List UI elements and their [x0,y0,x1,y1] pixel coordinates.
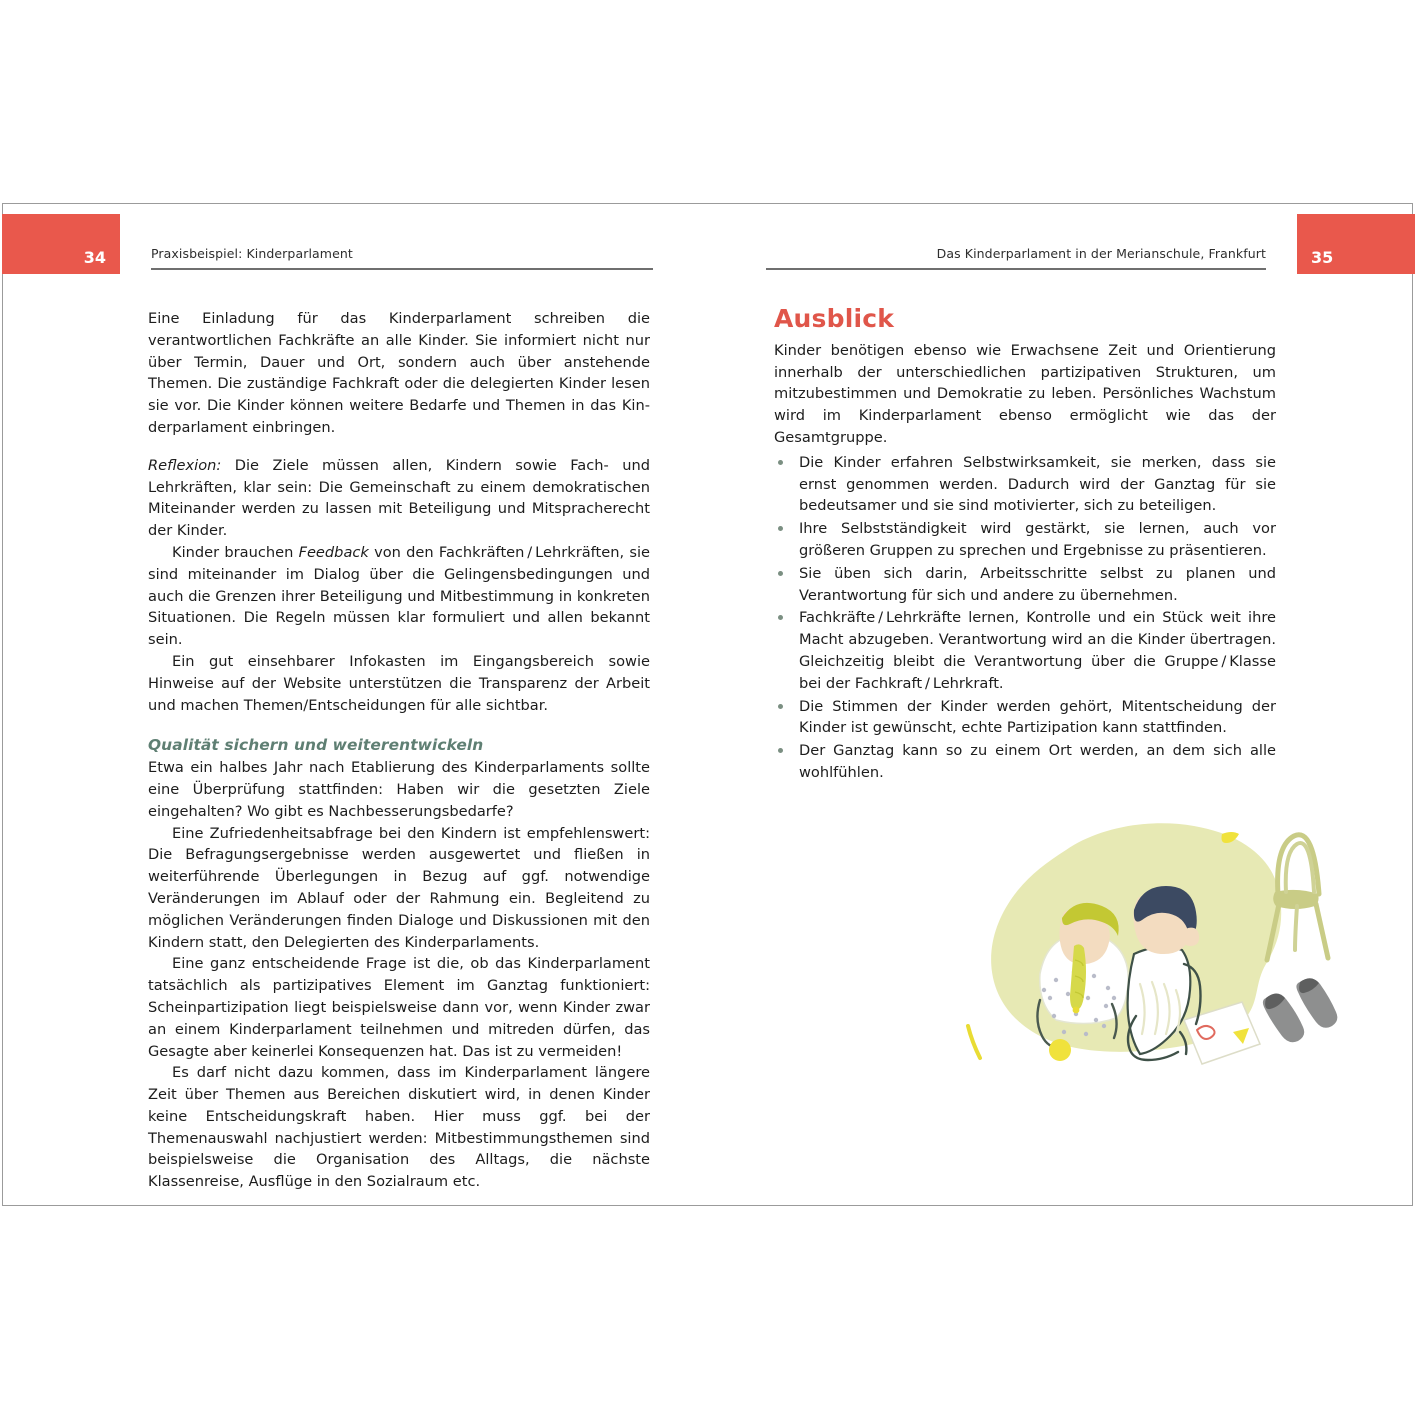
paper-sheet-illustration [1184,1002,1260,1064]
list-item-text: Der Ganztag kann so zu einem Ort werden, an dem sich alle wohlfühlen. [799,742,1276,781]
child-girl-illustration [1037,903,1128,1061]
body-column-left [148,308,650,1193]
list-item-text: Fachkräfte / Lehrkräfte lernen, Kontrolle und ein Stück weit ihre Macht abzugeben. Verantwortung wird an die Kinder übertragen. Gleichzeitig bleibt die Verantwortung über die Gruppe / Klasse bei der Fachkraft / Lehrkraft. [799,609,1276,692]
paragraph-reflexion [148,455,650,542]
paragraph-ueberpruefung: Etwa ein halbes Jahr nach Etablierung des Kinderparlaments sollte eine Überprüfung stattfinden: Haben wir die gesetzten Ziele eingehalten? Wo gibt es Nachbesserungsbedarfe? [148,759,650,820]
bullet-dot-icon [778,748,783,753]
chair-illustration [1267,835,1328,960]
paragraph-intro: Eine Einladung für das Kinderparlament schreiben die verantwortlichen Fachkräfte an alle Kinder. Sie informiert nicht nur über Termin, Dauer und Ort, sondern auch über anstehende Themen. Die zuständige Fachkraft oder die delegierten Kinder lesen sie vor. Die Kinder können weitere Bedarfe und Themen in das Kinderparlament einbringen. [148,310,650,436]
bullet-dot-icon [778,460,783,465]
bullet-dot-icon [778,571,783,576]
child-boy-illustration [1128,886,1201,1060]
running-head-right: Das Kinderparlament in der Merianschule, Frankfurt [936,246,1266,261]
list-item [774,607,1276,694]
section-title-ausblick: Ausblick [774,304,895,333]
list-item [774,518,1276,562]
feedback-emphasis: Feedback [298,543,369,561]
yellow-pencil-stroke [968,1026,980,1058]
list-item-text: Ihre Selbstständigkeit wird gestärkt, sie lernen, auch vor größeren Gruppen zu sprechen und Ergebnisse zu präsentieren. [799,520,1276,559]
paragraph-themenauswahl: Es darf nicht dazu kommen, dass im Kinderparlament längere Zeit über Themen aus Bereichen diskutiert wird, in denen Kinder keine Entscheidungskraft haben. Hier muss ggf. bei der Themenauswahl nachjustiert werden: Mitbestimmungsthemen sind beispielsweise die Organisation des Alltags, die nächste Klassenreise, Ausflüge in den Sozialraum etc. [148,1064,650,1191]
list-item [774,452,1276,517]
header-rule-left [151,268,653,270]
list-item-text: Sie üben sich darin, Arbeitsschritte selbst zu planen und Verantwortung für sich und andere zu übernehmen. [799,564,1276,604]
feedback-text-before: Kinder brauchen [172,543,299,561]
paragraph-feedback [148,542,650,651]
page-left [3,204,708,1205]
feedback-text-after: von den Fachkräften / Lehrkräften, sie sind miteinander im Dialog über die Gelingensbedingungen und auch die Grenzen ihrer Beteiligung und Mitbestimmung in konkreten Situationen. Die Regeln müssen klar formuliert und allen bekannt sein. [148,543,650,649]
page-number-tab-right [1297,214,1415,274]
list-item [774,740,1276,784]
page-number-tab-left [2,214,120,274]
illustration-blob [991,823,1281,1052]
page-number-left: 34 [83,248,106,267]
list-item-text: Die Kinder erfahren Selbstwirksamkeit, sie merken, dass sie ernst genommen werden. Dadurch wird der Ganztag für sie bedeutsamer und sie sind motivierter, sich zu beteiligen. [799,453,1276,515]
body-column-right [774,304,1276,784]
bullet-dot-icon [778,704,783,709]
shoes-illustration [1263,978,1337,1042]
page-number-right: 35 [1311,248,1334,267]
book-spread [2,203,1413,1206]
reflexion-text: Die Ziele müssen allen, Kindern sowie Fach- und Lehrkräften, klar sein: Die Gemeinschaft zu einem demokratischen Miteinander werden zu lassen mit Beteiligung und Mitspracherecht der Kinder. [148,456,650,540]
reflexion-label: Reflexion: [148,456,222,474]
illustration-children-sitting [948,794,1348,1094]
paragraph-infokasten: Ein gut einsehbarer Infokasten im Eingangsbereich sowie Hinweise auf der Website unterstützen die Transparenz der Arbeit und machen Themen/Entscheidungen für alle sichtbar. [148,652,650,714]
yellow-crescent-icon [1222,832,1240,843]
paragraph-scheinpartizipation: Eine ganz entscheidende Frage ist die, ob das Kinderparlament tatsächlich als partizipatives Element im Ganztag funktioniert: Scheinpartizipation liegt beispielsweise dann vor, wenn Kinder zwar an einem Kinderparlament teilnehmen und mitreden dürfen, das Gesagte aber keinerlei Konsequenzen hat. Das ist zu vermeiden! [148,955,650,1060]
page-right [708,204,1414,1205]
list-item-text: Die Stimmen der Kinder werden gehört, Mitentscheidung der Kinder ist gewünscht, echte Partizipation kann stattfinden. [799,697,1276,737]
list-item [774,696,1276,740]
subheading-qualitaet: Qualität sichern und weiterentwickeln [148,736,484,755]
outlook-bullet-list [774,452,1276,784]
bullet-dot-icon [778,615,783,620]
bullet-dot-icon [778,526,783,531]
running-head-left: Praxisbeispiel: Kinderparlament [151,246,353,261]
paragraph-ausblick-intro: Kinder benötigen ebenso wie Erwachsene Zeit und Orientierung innerhalb der unterschiedlichen partizipativen Strukturen, um mitzubestimmen und Demokratie zu leben. Persönliches Wachstum wird im Kinderparlament ebenso ermöglicht wie das der Gesamtgruppe. [774,341,1276,446]
paragraph-zufriedenheitsabfrage: Eine Zufriedenheitsabfrage bei den Kindern ist empfehlenswert: Die Befragungsergebnisse werden ausgewertet und fließen in weiterführende Überlegungen in Bezug auf ggf. notwendige Veränderungen im Ablauf oder der Rahmung ein. Begleitend zu möglichen Veränderungen finden Dialoge und Diskussionen mit den Kindern statt, den Delegierten des Kinderparlaments. [148,824,650,951]
list-item [774,563,1276,607]
header-rule-right [766,268,1266,270]
